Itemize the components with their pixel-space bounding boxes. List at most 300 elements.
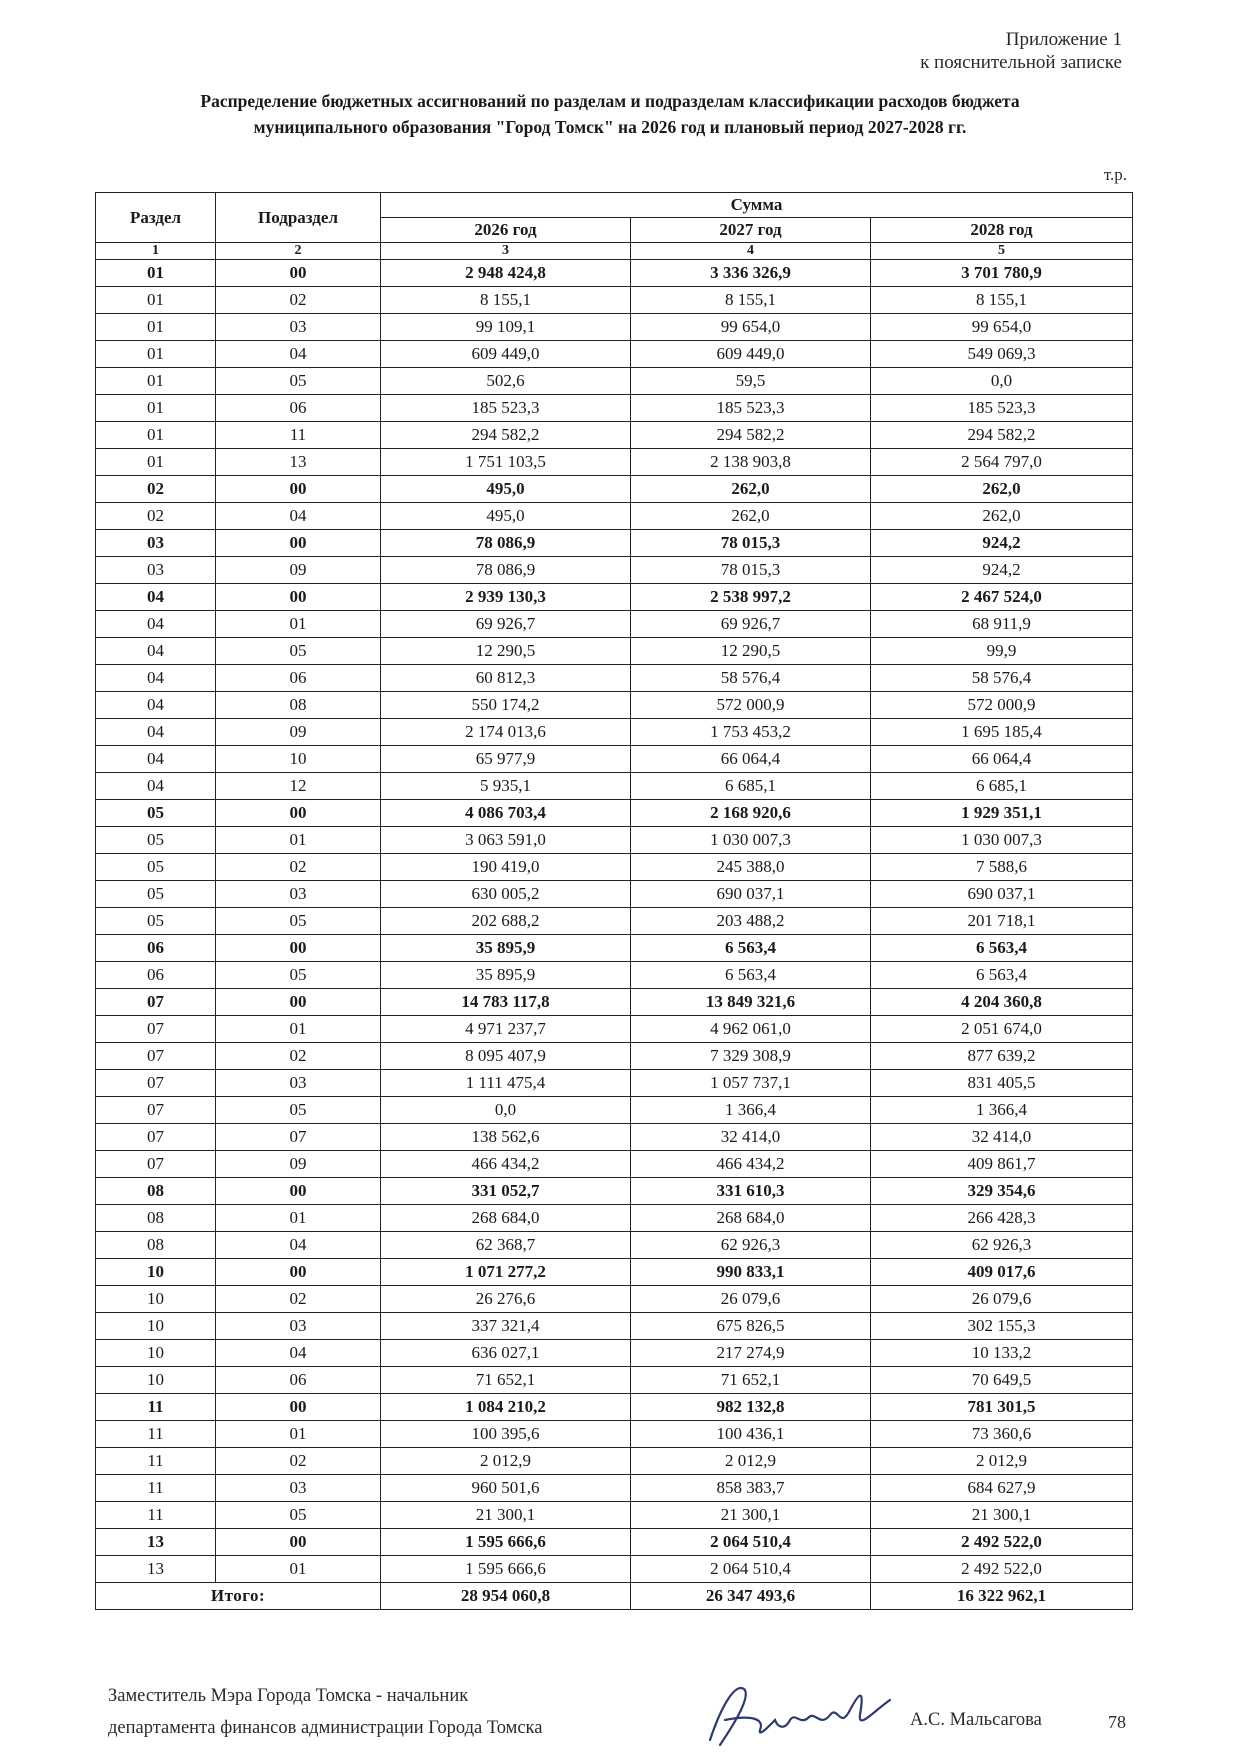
amount-2028-cell: 70 649,5	[871, 1367, 1133, 1394]
appendix-line-1: Приложение 1	[1005, 29, 1122, 50]
section-cell: 04	[96, 584, 216, 611]
amount-2027-cell: 1 753 453,2	[631, 719, 871, 746]
amount-2026-cell: 268 684,0	[381, 1205, 631, 1232]
section-cell: 01	[96, 395, 216, 422]
amount-2027-cell: 78 015,3	[631, 530, 871, 557]
amount-2027-cell: 294 582,2	[631, 422, 871, 449]
amount-2028-cell: 924,2	[871, 557, 1133, 584]
appendix-line-2: к пояснительной записке	[920, 52, 1122, 73]
amount-2028-cell: 409 017,6	[871, 1259, 1133, 1286]
section-cell: 08	[96, 1232, 216, 1259]
amount-2026-cell: 1 071 277,2	[381, 1259, 631, 1286]
table-row	[96, 422, 1133, 449]
amount-2026-cell: 12 290,5	[381, 638, 631, 665]
amount-2027-cell: 217 274,9	[631, 1340, 871, 1367]
section-cell: 03	[96, 530, 216, 557]
amount-2026-cell: 550 174,2	[381, 692, 631, 719]
amount-2028-cell: 99 654,0	[871, 314, 1133, 341]
position-line-1: Заместитель Мэра Города Томска - начальник	[108, 1686, 469, 1706]
amount-2027-cell: 268 684,0	[631, 1205, 871, 1232]
amount-2028-cell: 409 861,7	[871, 1151, 1133, 1178]
amount-2026-cell: 960 501,6	[381, 1475, 631, 1502]
amount-2028-cell: 185 523,3	[871, 395, 1133, 422]
table-row	[96, 1475, 1133, 1502]
amount-2027-cell: 572 000,9	[631, 692, 871, 719]
section-cell: 01	[96, 314, 216, 341]
table-row	[96, 449, 1133, 476]
subsection-cell: 09	[216, 719, 381, 746]
title-line-1: Распределение бюджетных ассигнований по разделам и подразделам классификации расходов бюджета	[200, 91, 1020, 111]
table-row	[96, 1043, 1133, 1070]
subsection-cell: 09	[216, 557, 381, 584]
section-cell: 06	[96, 935, 216, 962]
section-cell: 01	[96, 260, 216, 287]
subsection-cell: 01	[216, 611, 381, 638]
amount-2026-cell: 202 688,2	[381, 908, 631, 935]
table-row	[96, 989, 1133, 1016]
section-cell: 01	[96, 422, 216, 449]
amount-2028-cell: 877 639,2	[871, 1043, 1133, 1070]
amount-2028-cell: 549 069,3	[871, 341, 1133, 368]
table-row	[96, 395, 1133, 422]
amount-2027-cell: 78 015,3	[631, 557, 871, 584]
amount-2027-cell: 1 366,4	[631, 1097, 871, 1124]
subsection-cell: 04	[216, 1340, 381, 1367]
amount-2026-cell: 1 111 475,4	[381, 1070, 631, 1097]
table-row	[96, 854, 1133, 881]
amount-2028-cell: 684 627,9	[871, 1475, 1133, 1502]
amount-2026-cell: 3 063 591,0	[381, 827, 631, 854]
section-cell: 07	[96, 1043, 216, 1070]
amount-2027-cell: 2 138 903,8	[631, 449, 871, 476]
amount-2028-cell: 66 064,4	[871, 746, 1133, 773]
amount-2027-cell: 466 434,2	[631, 1151, 871, 1178]
subsection-cell: 12	[216, 773, 381, 800]
section-cell: 04	[96, 719, 216, 746]
section-cell: 02	[96, 476, 216, 503]
amount-2028-cell: 21 300,1	[871, 1502, 1133, 1529]
section-cell: 04	[96, 692, 216, 719]
amount-2028-cell: 2 051 674,0	[871, 1016, 1133, 1043]
subsection-cell: 02	[216, 854, 381, 881]
amount-2027-cell: 2 064 510,4	[631, 1529, 871, 1556]
amount-2026-cell: 2 939 130,3	[381, 584, 631, 611]
amount-2028-cell: 2 564 797,0	[871, 449, 1133, 476]
amount-2027-cell: 1 030 007,3	[631, 827, 871, 854]
amount-2028-cell: 831 405,5	[871, 1070, 1133, 1097]
table-row	[96, 800, 1133, 827]
amount-2026-cell: 78 086,9	[381, 530, 631, 557]
table-row	[96, 476, 1133, 503]
subsection-cell: 04	[216, 503, 381, 530]
page-number: 78	[1108, 1712, 1126, 1732]
total-label: Итого:	[96, 1583, 381, 1610]
subsection-cell: 02	[216, 1448, 381, 1475]
amount-2026-cell: 636 027,1	[381, 1340, 631, 1367]
table-row	[96, 935, 1133, 962]
amount-2026-cell: 35 895,9	[381, 935, 631, 962]
section-cell: 08	[96, 1205, 216, 1232]
amount-2026-cell: 2 174 013,6	[381, 719, 631, 746]
amount-2026-cell: 65 977,9	[381, 746, 631, 773]
amount-2027-cell: 58 576,4	[631, 665, 871, 692]
amount-2027-cell: 203 488,2	[631, 908, 871, 935]
table-row	[96, 341, 1133, 368]
amount-2026-cell: 190 419,0	[381, 854, 631, 881]
units-label: т.р.	[1103, 165, 1127, 184]
subsection-cell: 03	[216, 881, 381, 908]
amount-2027-cell: 675 826,5	[631, 1313, 871, 1340]
amount-2026-cell: 502,6	[381, 368, 631, 395]
amount-2026-cell: 609 449,0	[381, 341, 631, 368]
subsection-cell: 04	[216, 1232, 381, 1259]
section-cell: 10	[96, 1286, 216, 1313]
section-cell: 07	[96, 1070, 216, 1097]
amount-2027-cell: 2 064 510,4	[631, 1556, 871, 1583]
amount-2028-cell: 26 079,6	[871, 1286, 1133, 1313]
amount-2027-cell: 21 300,1	[631, 1502, 871, 1529]
section-cell: 03	[96, 557, 216, 584]
amount-2027-cell: 62 926,3	[631, 1232, 871, 1259]
amount-2026-cell: 60 812,3	[381, 665, 631, 692]
table-row	[96, 1340, 1133, 1367]
section-cell: 07	[96, 1151, 216, 1178]
table-row	[96, 746, 1133, 773]
amount-2028-cell: 294 582,2	[871, 422, 1133, 449]
amount-2028-cell: 266 428,3	[871, 1205, 1133, 1232]
subsection-cell: 03	[216, 1070, 381, 1097]
amount-2028-cell: 62 926,3	[871, 1232, 1133, 1259]
subsection-cell: 00	[216, 1529, 381, 1556]
amount-2028-cell: 1 929 351,1	[871, 800, 1133, 827]
amount-2026-cell: 8 155,1	[381, 287, 631, 314]
amount-2026-cell: 26 276,6	[381, 1286, 631, 1313]
section-cell: 05	[96, 881, 216, 908]
section-cell: 10	[96, 1367, 216, 1394]
amount-2027-cell: 262,0	[631, 476, 871, 503]
amount-2026-cell: 71 652,1	[381, 1367, 631, 1394]
subsection-cell: 00	[216, 1259, 381, 1286]
budget-table-body	[96, 260, 1133, 1583]
section-cell: 11	[96, 1448, 216, 1475]
subsection-cell: 00	[216, 1394, 381, 1421]
section-cell: 10	[96, 1313, 216, 1340]
amount-2028-cell: 3 701 780,9	[871, 260, 1133, 287]
subsection-cell: 11	[216, 422, 381, 449]
subsection-cell: 01	[216, 1016, 381, 1043]
amount-2026-cell: 8 095 407,9	[381, 1043, 631, 1070]
amount-2028-cell: 73 360,6	[871, 1421, 1133, 1448]
amount-2026-cell: 1 084 210,2	[381, 1394, 631, 1421]
amount-2027-cell: 990 833,1	[631, 1259, 871, 1286]
amount-2028-cell: 68 911,9	[871, 611, 1133, 638]
amount-2027-cell: 8 155,1	[631, 287, 871, 314]
amount-2028-cell: 329 354,6	[871, 1178, 1133, 1205]
subsection-cell: 13	[216, 449, 381, 476]
amount-2026-cell: 1 751 103,5	[381, 449, 631, 476]
amount-2027-cell: 69 926,7	[631, 611, 871, 638]
amount-2027-cell: 13 849 321,6	[631, 989, 871, 1016]
amount-2027-cell: 245 388,0	[631, 854, 871, 881]
amount-2026-cell: 495,0	[381, 503, 631, 530]
subsection-cell: 06	[216, 395, 381, 422]
amount-2027-cell: 100 436,1	[631, 1421, 871, 1448]
amount-2028-cell: 572 000,9	[871, 692, 1133, 719]
amount-2028-cell: 2 492 522,0	[871, 1529, 1133, 1556]
amount-2028-cell: 302 155,3	[871, 1313, 1133, 1340]
amount-2027-cell: 6 563,4	[631, 935, 871, 962]
table-row	[96, 1205, 1133, 1232]
section-cell: 04	[96, 665, 216, 692]
subsection-cell: 04	[216, 341, 381, 368]
amount-2028-cell: 2 012,9	[871, 1448, 1133, 1475]
amount-2028-cell: 99,9	[871, 638, 1133, 665]
subsection-cell: 00	[216, 476, 381, 503]
subsection-cell: 03	[216, 1313, 381, 1340]
column-number-4: 4	[631, 243, 871, 260]
table-row	[96, 881, 1133, 908]
section-cell: 04	[96, 746, 216, 773]
section-cell: 08	[96, 1178, 216, 1205]
amount-2026-cell: 5 935,1	[381, 773, 631, 800]
section-cell: 01	[96, 287, 216, 314]
section-cell: 07	[96, 989, 216, 1016]
section-cell: 13	[96, 1556, 216, 1583]
table-row	[96, 314, 1133, 341]
section-cell: 10	[96, 1259, 216, 1286]
section-cell: 04	[96, 638, 216, 665]
amount-2026-cell: 1 595 666,6	[381, 1556, 631, 1583]
table-row	[96, 1556, 1133, 1583]
section-cell: 01	[96, 368, 216, 395]
amount-2028-cell: 2 467 524,0	[871, 584, 1133, 611]
subsection-cell: 00	[216, 1178, 381, 1205]
amount-2026-cell: 2 012,9	[381, 1448, 631, 1475]
amount-2027-cell: 185 523,3	[631, 395, 871, 422]
handwritten-signature	[690, 1670, 920, 1755]
table-row	[96, 1151, 1133, 1178]
section-cell: 01	[96, 449, 216, 476]
total-2026: 28 954 060,8	[381, 1583, 631, 1610]
amount-2028-cell: 1 366,4	[871, 1097, 1133, 1124]
subsection-cell: 00	[216, 260, 381, 287]
table-row	[96, 260, 1133, 287]
amount-2028-cell: 262,0	[871, 503, 1133, 530]
header-subsection: Подраздел	[216, 193, 381, 243]
amount-2027-cell: 331 610,3	[631, 1178, 871, 1205]
section-cell: 01	[96, 341, 216, 368]
amount-2028-cell: 262,0	[871, 476, 1133, 503]
amount-2027-cell: 858 383,7	[631, 1475, 871, 1502]
amount-2028-cell: 201 718,1	[871, 908, 1133, 935]
amount-2026-cell: 337 321,4	[381, 1313, 631, 1340]
subsection-cell: 05	[216, 638, 381, 665]
amount-2028-cell: 7 588,6	[871, 854, 1133, 881]
signatory-position	[108, 1680, 542, 1744]
section-cell: 05	[96, 827, 216, 854]
total-2028: 16 322 962,1	[871, 1583, 1133, 1610]
amount-2027-cell: 6 685,1	[631, 773, 871, 800]
section-cell: 11	[96, 1394, 216, 1421]
table-row	[96, 638, 1133, 665]
amount-2028-cell: 6 685,1	[871, 773, 1133, 800]
section-cell: 05	[96, 800, 216, 827]
amount-2026-cell: 466 434,2	[381, 1151, 631, 1178]
table-row	[96, 962, 1133, 989]
table-row	[96, 773, 1133, 800]
table-row	[96, 1529, 1133, 1556]
table-row	[96, 665, 1133, 692]
amount-2027-cell: 4 962 061,0	[631, 1016, 871, 1043]
amount-2027-cell: 2 538 997,2	[631, 584, 871, 611]
table-row	[96, 908, 1133, 935]
header-section: Раздел	[96, 193, 216, 243]
amount-2026-cell: 14 783 117,8	[381, 989, 631, 1016]
table-row	[96, 1070, 1133, 1097]
amount-2026-cell: 138 562,6	[381, 1124, 631, 1151]
amount-2028-cell: 924,2	[871, 530, 1133, 557]
column-number-5: 5	[871, 243, 1133, 260]
table-row	[96, 1097, 1133, 1124]
amount-2027-cell: 262,0	[631, 503, 871, 530]
amount-2027-cell: 7 329 308,9	[631, 1043, 871, 1070]
table-row	[96, 1313, 1133, 1340]
amount-2026-cell: 78 086,9	[381, 557, 631, 584]
amount-2027-cell: 66 064,4	[631, 746, 871, 773]
amount-2028-cell: 58 576,4	[871, 665, 1133, 692]
amount-2028-cell: 4 204 360,8	[871, 989, 1133, 1016]
subsection-cell: 00	[216, 584, 381, 611]
amount-2028-cell: 781 301,5	[871, 1394, 1133, 1421]
table-row	[96, 287, 1133, 314]
table-row	[96, 1259, 1133, 1286]
amount-2027-cell: 32 414,0	[631, 1124, 871, 1151]
section-cell: 04	[96, 611, 216, 638]
amount-2027-cell: 2 012,9	[631, 1448, 871, 1475]
amount-2026-cell: 495,0	[381, 476, 631, 503]
amount-2027-cell: 1 057 737,1	[631, 1070, 871, 1097]
subsection-cell: 02	[216, 1043, 381, 1070]
header-year-2028: 2028 год	[871, 218, 1133, 243]
section-cell: 02	[96, 503, 216, 530]
column-number-3: 3	[381, 243, 631, 260]
subsection-cell: 06	[216, 665, 381, 692]
table-row	[96, 1502, 1133, 1529]
table-row	[96, 557, 1133, 584]
header-year-2026: 2026 год	[381, 218, 631, 243]
amount-2027-cell: 26 079,6	[631, 1286, 871, 1313]
subsection-cell: 03	[216, 314, 381, 341]
amount-2026-cell: 4 086 703,4	[381, 800, 631, 827]
amount-2026-cell: 185 523,3	[381, 395, 631, 422]
amount-2027-cell: 609 449,0	[631, 341, 871, 368]
amount-2028-cell: 8 155,1	[871, 287, 1133, 314]
table-row	[96, 503, 1133, 530]
section-cell: 04	[96, 773, 216, 800]
amount-2028-cell: 6 563,4	[871, 962, 1133, 989]
subsection-cell: 05	[216, 908, 381, 935]
amount-2027-cell: 6 563,4	[631, 962, 871, 989]
section-cell: 07	[96, 1124, 216, 1151]
amount-2026-cell: 100 395,6	[381, 1421, 631, 1448]
table-row	[96, 719, 1133, 746]
subsection-cell: 02	[216, 1286, 381, 1313]
amount-2027-cell: 71 652,1	[631, 1367, 871, 1394]
section-cell: 05	[96, 908, 216, 935]
position-line-2: департамента финансов администрации Города Томска	[108, 1718, 543, 1738]
appendix-note	[920, 28, 1122, 74]
subsection-cell: 00	[216, 935, 381, 962]
amount-2028-cell: 690 037,1	[871, 881, 1133, 908]
signer-name: А.С. Мальсагова	[910, 1710, 1042, 1730]
amount-2026-cell: 331 052,7	[381, 1178, 631, 1205]
amount-2028-cell: 10 133,2	[871, 1340, 1133, 1367]
table-row	[96, 1016, 1133, 1043]
subsection-cell: 00	[216, 530, 381, 557]
table-row	[96, 1124, 1133, 1151]
column-number-1: 1	[96, 243, 216, 260]
amount-2026-cell: 21 300,1	[381, 1502, 631, 1529]
table-row	[96, 611, 1133, 638]
table-row	[96, 530, 1133, 557]
amount-2028-cell: 1 695 185,4	[871, 719, 1133, 746]
amount-2027-cell: 12 290,5	[631, 638, 871, 665]
title-line-2: муниципального образования "Город Томск" на 2026 год и плановый период 2027-2028 гг.	[253, 117, 967, 137]
document-title	[100, 88, 1120, 140]
section-cell: 11	[96, 1475, 216, 1502]
section-cell: 07	[96, 1016, 216, 1043]
amount-2028-cell: 2 492 522,0	[871, 1556, 1133, 1583]
amount-2027-cell: 3 336 326,9	[631, 260, 871, 287]
amount-2028-cell: 1 030 007,3	[871, 827, 1133, 854]
table-row	[96, 1367, 1133, 1394]
amount-2028-cell: 0,0	[871, 368, 1133, 395]
section-cell: 10	[96, 1340, 216, 1367]
subsection-cell: 01	[216, 827, 381, 854]
table-row	[96, 1178, 1133, 1205]
table-row	[96, 1421, 1133, 1448]
subsection-cell: 07	[216, 1124, 381, 1151]
subsection-cell: 05	[216, 1097, 381, 1124]
subsection-cell: 06	[216, 1367, 381, 1394]
header-year-2027: 2027 год	[631, 218, 871, 243]
amount-2027-cell: 982 132,8	[631, 1394, 871, 1421]
amount-2026-cell: 35 895,9	[381, 962, 631, 989]
amount-2027-cell: 2 168 920,6	[631, 800, 871, 827]
amount-2027-cell: 690 037,1	[631, 881, 871, 908]
table-row	[96, 1448, 1133, 1475]
column-number-2: 2	[216, 243, 381, 260]
subsection-cell: 01	[216, 1421, 381, 1448]
section-cell: 11	[96, 1502, 216, 1529]
subsection-cell: 01	[216, 1556, 381, 1583]
subsection-cell: 02	[216, 287, 381, 314]
subsection-cell: 10	[216, 746, 381, 773]
amount-2028-cell: 32 414,0	[871, 1124, 1133, 1151]
subsection-cell: 03	[216, 1475, 381, 1502]
subsection-cell: 01	[216, 1205, 381, 1232]
table-row	[96, 1232, 1133, 1259]
subsection-cell: 00	[216, 989, 381, 1016]
amount-2026-cell: 99 109,1	[381, 314, 631, 341]
amount-2026-cell: 630 005,2	[381, 881, 631, 908]
total-row	[96, 1583, 1133, 1610]
amount-2026-cell: 62 368,7	[381, 1232, 631, 1259]
section-cell: 05	[96, 854, 216, 881]
amount-2026-cell: 4 971 237,7	[381, 1016, 631, 1043]
amount-2027-cell: 59,5	[631, 368, 871, 395]
budget-table	[95, 192, 1133, 1610]
